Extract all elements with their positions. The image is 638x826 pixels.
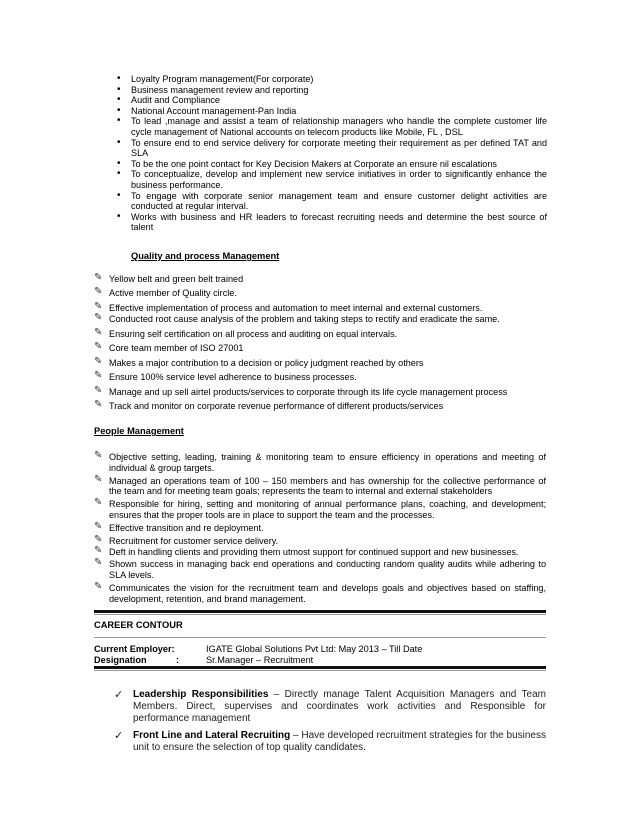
pencil-icon: ✎ (94, 545, 103, 557)
employer-label: Current Employer: (94, 644, 175, 654)
designation-label: Designation (94, 655, 147, 665)
checkmark-icon: ✓ (114, 730, 124, 742)
list-item: • To conceptualize, develop and implement new service initiatives in order to significantly enhance the business performance. (131, 169, 547, 190)
list-item (94, 520, 546, 534)
pencil-icon: ✎ (94, 520, 103, 532)
pencil-icon: ✎ (94, 450, 103, 461)
list-item-text: Ensure 100% service level adherence to business processes. (109, 372, 357, 383)
list-item (94, 559, 546, 581)
pencil-icon: ✎ (94, 341, 103, 353)
list-item-text: Manage and up sell airtel products/services to corporate through its life cycle management process (109, 386, 508, 397)
section-divider (94, 670, 546, 671)
list-item (94, 580, 546, 605)
list-item (114, 730, 546, 754)
list-item-text: Objective setting, leading, training & monitoring team to ensure efficiency in operations and meeting of individual & group targets. (109, 452, 546, 473)
quality-list (94, 274, 546, 412)
list-item (94, 401, 546, 412)
people-heading: People Management (94, 426, 184, 436)
list-item (94, 355, 546, 369)
pencil-icon: ✎ (94, 473, 103, 485)
list-item (94, 343, 546, 354)
list-item (94, 300, 546, 314)
list-item-text: Ensuring self certification on all process and auditing on equal intervals. (109, 328, 398, 339)
pencil-icon: ✎ (94, 533, 103, 545)
checkmark-icon: ✓ (114, 689, 124, 701)
pencil-icon: ✎ (94, 399, 103, 411)
list-item: • Works with business and HR leaders to forecast recruiting needs and determine the best source of talent (131, 212, 547, 233)
pencil-icon: ✎ (94, 580, 103, 592)
designation-value: Sr.Manager – Recruitment (206, 655, 314, 665)
list-item-text: Makes a major contribution to a decision or policy judgment reached by others (109, 357, 424, 368)
pencil-icon: ✎ (94, 286, 103, 298)
list-item (94, 452, 546, 474)
list-item-text: Track and monitor on corporate revenue performance of different products/services (109, 401, 444, 412)
list-item (94, 372, 546, 383)
list-item-text: Responsible for hiring, setting and monitoring of annual performance plans, coaching, and development; ensures that the proper tools are in place to support the team and the processes. (109, 499, 546, 520)
pencil-icon: ✎ (94, 557, 103, 569)
people-list (94, 452, 546, 604)
highlights-list (114, 689, 546, 754)
employer-value: IGATE Global Solutions Pvt Ltd: May 2013 – Till Date (206, 644, 423, 654)
list-item: • Audit and Compliance (131, 95, 547, 106)
highlight-title: Front Line and Lateral Recruiting (133, 730, 291, 741)
list-item (94, 314, 546, 325)
list-item: • Business management review and reporting (131, 85, 547, 96)
list-item (94, 547, 546, 558)
list-item (94, 274, 546, 285)
list-item-text: Communicates the vision for the recruitment team and develops goals and objectives based on staffing, development, retention, and brand management. (109, 582, 546, 604)
list-item: • National Account management-Pan India (131, 106, 547, 117)
pencil-icon: ✎ (94, 300, 103, 312)
list-item: • To lead ,manage and assist a team of relationship managers who handle the complete customer life cycle management of National accounts on telecom products like Mobile, FL , DSL (131, 116, 547, 137)
pencil-icon: ✎ (94, 497, 103, 509)
list-item-text: Yellow belt and green belt trained (109, 274, 244, 284)
list-item: • To be the one point contact for Key Decision Makers at Corporate an ensure nil escalations (131, 159, 547, 170)
list-item (94, 533, 546, 547)
section-divider (94, 610, 546, 613)
list-item (94, 326, 546, 340)
list-item-text: Managed an operations team of 100 – 150 members and has ownership for the collective performance of the team and for meeting team goals; represents the team to internal and external stakeholders (109, 475, 546, 497)
list-item (94, 384, 546, 398)
list-item (114, 689, 546, 725)
designation-colon: : (176, 655, 180, 665)
list-item (94, 499, 546, 521)
list-item-text: Effective transition and re deployment. (109, 522, 264, 533)
highlight-text: – Have developed recruitment strategies for the business unit to ensure the selection of top quality candidates. (133, 730, 546, 753)
section-divider (94, 666, 546, 669)
pencil-icon: ✎ (94, 326, 103, 338)
pencil-icon: ✎ (94, 355, 103, 367)
section-divider (94, 637, 546, 638)
pencil-icon: ✎ (94, 370, 103, 382)
pencil-icon: ✎ (94, 384, 103, 396)
list-item-text: Core team member of ISO 27001 (109, 343, 244, 354)
section-divider (94, 614, 546, 615)
list-item-text: Effective implementation of process and automation to meet internal and external customers. (109, 302, 483, 313)
list-item-text: Active member of Quality circle. (109, 288, 237, 299)
list-item (94, 288, 546, 299)
career-heading: CAREER CONTOUR (94, 620, 183, 630)
list-item: • To ensure end to end service delivery for corporate meeting their requirement as per defined TAT and SLA (131, 138, 547, 159)
pencil-icon: ✎ (94, 312, 103, 324)
list-item-text: Deft in handling clients and providing them utmost support for continued support and new businesses. (109, 547, 519, 558)
list-item-text: Shown success in managing back end operations and conducting random quality audits while adhering to SLA levels. (109, 559, 546, 580)
list-item-text: Conducted root cause analysis of the problem and taking steps to rectify and eradicate the same. (109, 314, 500, 325)
list-item: • To engage with corporate senior management team and ensure customer delight activities are conducted at regular interval. (131, 191, 547, 212)
list-item: • Loyalty Program management(For corporate) (131, 74, 547, 85)
quality-heading: Quality and process Management (131, 251, 280, 261)
pencil-icon: ✎ (94, 272, 103, 283)
list-item (94, 473, 546, 498)
list-item-text: Recruitment for customer service delivery. (109, 535, 279, 546)
highlight-text: – Directly manage Talent Acquisition Managers and Team Members. Direct, supervises and coordinates work activities and Responsible for performance management (133, 689, 546, 724)
responsibilities-list (131, 74, 547, 233)
highlight-title: Leadership Responsibilities (133, 689, 269, 700)
